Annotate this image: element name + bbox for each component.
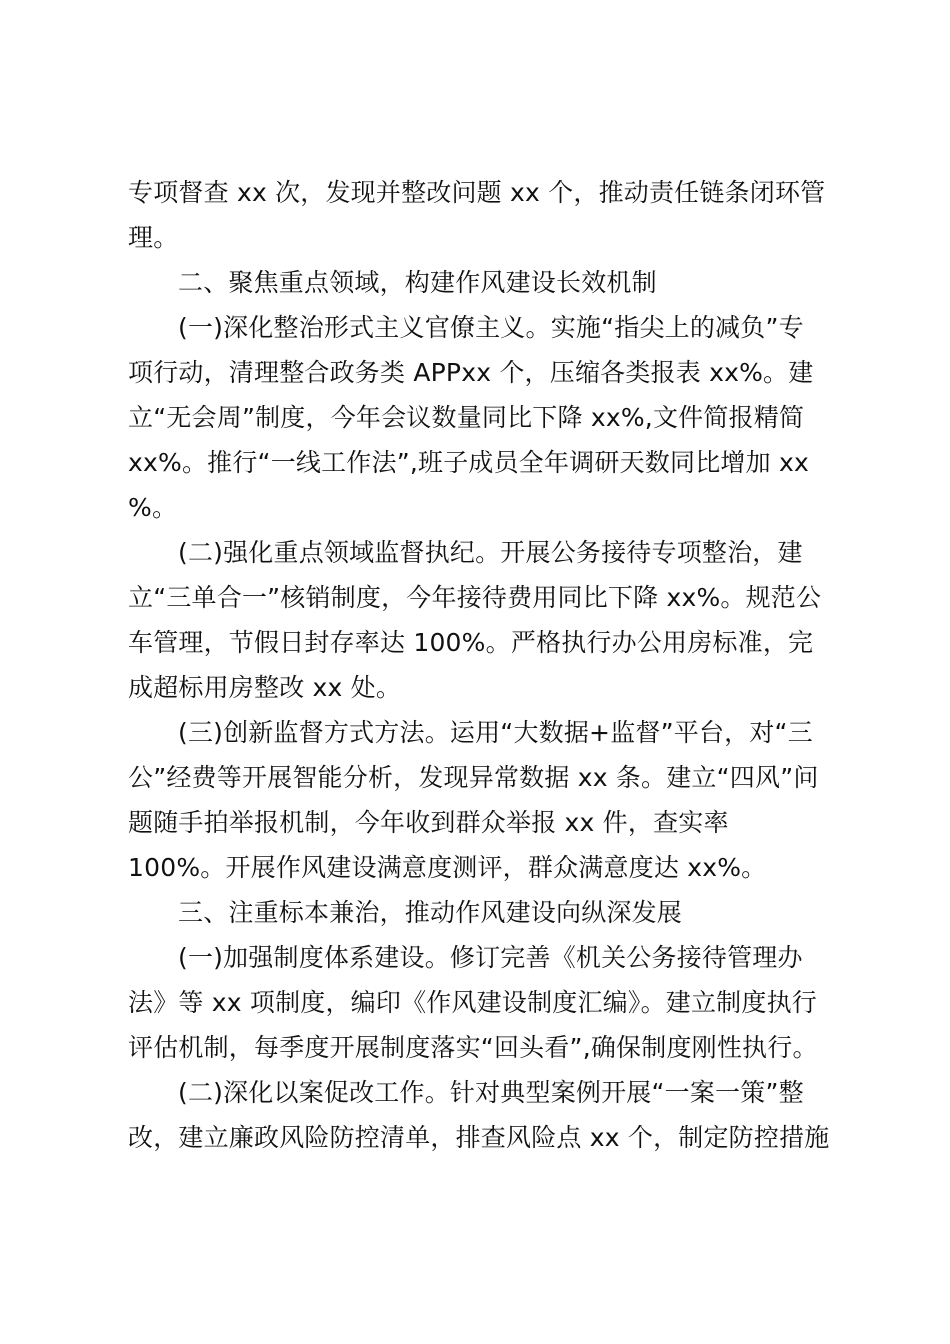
paragraph-line: 立“三单合一”核销制度，今年接待费用同比下降 xx%。规范公 xyxy=(128,583,822,612)
paragraph-line: 评估机制，每季度开展制度落实“回头看”,确保制度刚性执行。 xyxy=(128,1033,818,1062)
paragraph-line: 专项督查 xx 次，发现并整改问题 xx 个，推动责任链条闭环管 xyxy=(128,178,826,207)
paragraph-line: %。 xyxy=(128,493,178,522)
paragraph-line: xx%。推行“一线工作法”,班子成员全年调研天数同比增加 xx xyxy=(128,448,809,477)
paragraph-line: 改，建立廉政风险防控清单，排查风险点 xx 个，制定防控措施 xyxy=(128,1123,830,1152)
paragraph-line: 成超标用房整改 xx 处。 xyxy=(128,673,402,702)
paragraph-line: 项行动，清理整合政务类 APPxx 个，压缩各类报表 xx%。建 xyxy=(128,358,814,387)
paragraph-line: 题随手拍举报机制，今年收到群众举报 xx 件，查实率 xyxy=(128,808,729,837)
paragraph-line: 理。 xyxy=(128,223,179,252)
paragraph-line: 公”经费等开展智能分析，发现异常数据 xx 条。建立“四风”问 xyxy=(128,763,819,792)
paragraph-line: (三)创新监督方式方法。运用“大数据+监督”平台，对“三 xyxy=(178,718,813,747)
paragraph-line: 100%。开展作风建设满意度测评，群众满意度达 xx%。 xyxy=(128,853,767,882)
paragraph-line: (二)深化以案促改工作。针对典型案例开展“一案一策”整 xyxy=(178,1078,804,1107)
paragraph-line: 立“无会周”制度，今年会议数量同比下降 xx%,文件简报精简 xyxy=(128,403,805,432)
paragraph-line: 法》等 xx 项制度，编印《作风建设制度汇编》。建立制度执行 xyxy=(128,988,817,1017)
section-heading: 二、聚焦重点领域，构建作风建设长效机制 xyxy=(178,268,657,297)
paragraph-line: (一)深化整治形式主义官僚主义。实施“指尖上的减负”专 xyxy=(178,313,804,342)
paragraph-line: (二)强化重点领域监督执纪。开展公务接待专项整治，建 xyxy=(178,538,803,567)
paragraph-line: 车管理，节假日封存率达 100%。严格执行办公用房标准，完 xyxy=(128,628,814,657)
section-heading: 三、注重标本兼治，推动作风建设向纵深发展 xyxy=(178,898,683,927)
paragraph-line: (一)加强制度体系建设。修订完善《机关公务接待管理办 xyxy=(178,943,803,972)
